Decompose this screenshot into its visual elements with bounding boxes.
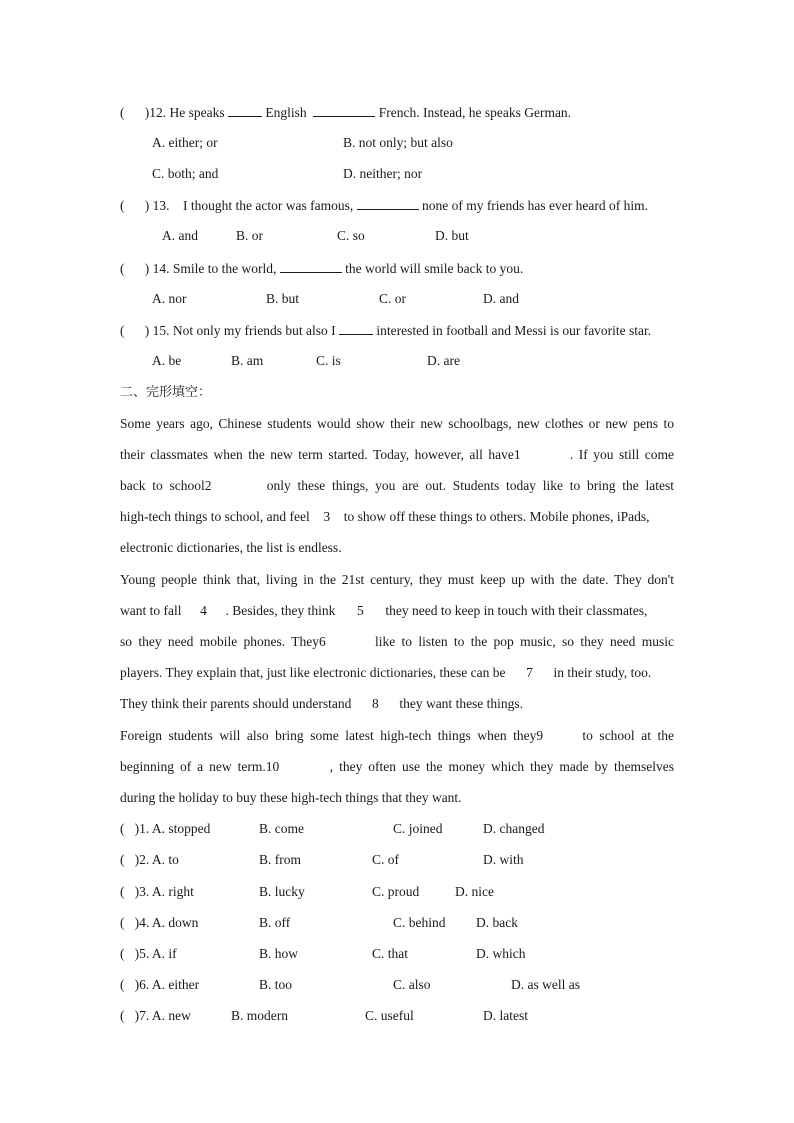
passage-text: , they often use the money which they made by themselves [329, 759, 674, 774]
question-13-stem: ( ) 13. I thought the actor was famous, [120, 198, 354, 213]
option-b: B. lucky [259, 884, 305, 899]
blank-number: 10 [265, 759, 280, 774]
option-b: B. but [266, 291, 300, 306]
section-heading: 二、完形填空： [120, 385, 212, 400]
passage-text: to show off these things to others. Mobile phones, iPads, [343, 509, 650, 524]
option-a: A. and [162, 228, 198, 243]
passage-text: so they need mobile phones. They [120, 634, 319, 649]
option-c: C. joined [393, 821, 443, 836]
option-d: D. changed [483, 821, 545, 836]
passage-text: back to school [120, 478, 205, 493]
answer-blank [228, 102, 262, 117]
option-b: B. off [259, 915, 291, 930]
option-d: D. back [476, 915, 518, 930]
passage-text: they want these things. [399, 696, 524, 711]
blank-number: 7 [526, 665, 533, 680]
question-15-stem: ( ) 15. Not only my friends but also I [120, 323, 336, 338]
option-c: C. also [393, 977, 431, 992]
option-a: A. be [152, 353, 182, 368]
cloze-item-label: ( )1. A. stopped [120, 821, 211, 836]
cloze-item-label: ( )3. A. right [120, 884, 194, 899]
question-12 [120, 102, 571, 123]
answer-blank [357, 195, 419, 210]
option-c: C. is [316, 353, 341, 368]
option-b: B. too [259, 977, 293, 992]
option-c: C. behind [393, 915, 446, 930]
option-c: C. that [372, 946, 408, 961]
blank-number: 6 [318, 634, 326, 649]
answer-blank [313, 102, 375, 117]
blank-number: 1 [513, 447, 521, 462]
passage-line [120, 476, 674, 496]
option-a: A. either; or [152, 135, 218, 150]
passage-line [120, 694, 674, 714]
passage-text: like to listen to the pop music, so they need music [374, 634, 674, 649]
passage-line [120, 507, 674, 527]
passage-line [120, 757, 674, 777]
question-12-text: French. Instead, he speaks German. [378, 105, 572, 120]
option-b: B. come [259, 821, 304, 836]
blank-number: 9 [536, 728, 544, 743]
passage-text: to school at the [582, 728, 675, 743]
option-d: D. with [483, 852, 524, 867]
cloze-item-label: ( )7. A. new [120, 1008, 191, 1023]
option-b: B. modern [231, 1008, 288, 1023]
passage-text: . If you still come [569, 447, 674, 462]
option-a: A. nor [152, 291, 187, 306]
option-b: B. or [236, 228, 263, 243]
blank-number: 4 [200, 603, 207, 618]
passage-line: during the holiday to buy these high-tech things that they want. [120, 790, 462, 805]
option-b: B. am [231, 353, 264, 368]
question-13-text: none of my friends has ever heard of him. [421, 198, 649, 213]
option-c: C. of [372, 852, 399, 867]
passage-text: only these things, you are out. Students today like to bring the latest [266, 478, 674, 493]
question-12-text: English [265, 105, 307, 120]
passage-line [120, 632, 674, 652]
option-d: D. nice [455, 884, 494, 899]
blank-number: 5 [356, 603, 364, 618]
passage-line [120, 663, 674, 683]
cloze-item-label: ( )5. A. if [120, 946, 177, 961]
option-b: B. from [259, 852, 301, 867]
blank-number: 2 [204, 478, 212, 493]
option-c: C. proud [372, 884, 420, 899]
passage-text: want to fall [120, 603, 182, 618]
passage-text: their classmates when the new term started. Today, however, all have [120, 447, 514, 462]
option-c: C. both; and [152, 166, 219, 181]
question-14-text: the world will smile back to you. [345, 261, 524, 276]
option-d: D. which [476, 946, 526, 961]
option-d: D. as well as [511, 977, 580, 992]
cloze-item-label: ( )6. A. either [120, 977, 200, 992]
passage-line: electronic dictionaries, the list is endless. [120, 540, 342, 555]
cloze-item-label: ( )4. A. down [120, 915, 199, 930]
option-c: C. so [337, 228, 365, 243]
passage-text: in their study, too. [553, 665, 652, 680]
passage-line [120, 726, 674, 746]
option-c: C. or [379, 291, 406, 306]
passage-text: They think their parents should understand [120, 696, 352, 711]
option-c: C. useful [365, 1008, 414, 1023]
question-14 [120, 258, 523, 279]
option-d: D. but [435, 228, 469, 243]
option-d: D. latest [483, 1008, 528, 1023]
passage-text: they need to keep in touch with their classmates, [385, 603, 648, 618]
blank-number: 8 [371, 696, 379, 711]
question-14-stem: ( ) 14. Smile to the world, [120, 261, 277, 276]
question-13 [120, 195, 648, 216]
cloze-item-label: ( )2. A. to [120, 852, 179, 867]
passage-text: beginning of a new term. [120, 759, 266, 774]
option-d: D. are [427, 353, 460, 368]
option-d: D. and [483, 291, 519, 306]
passage-text: players. They explain that, just like electronic dictionaries, these can be [120, 665, 506, 680]
passage-line [120, 445, 674, 465]
option-b: B. how [259, 946, 299, 961]
question-15 [120, 320, 651, 341]
answer-blank [280, 258, 342, 273]
blank-number: 3 [323, 509, 331, 524]
passage-text: Foreign students will also bring some latest high-tech things when they [120, 728, 537, 743]
question-15-text: interested in football and Messi is our favorite star. [376, 323, 652, 338]
passage-text: high-tech things to school, and feel [120, 509, 310, 524]
answer-blank [339, 320, 373, 335]
option-b: B. not only; but also [343, 135, 453, 150]
passage-line [120, 601, 674, 621]
passage-line: Young people think that, living in the 21st century, they must keep up with the date. They don't [120, 572, 674, 587]
passage-line: Some years ago, Chinese students would show their new schoolbags, new clothes or new pens to [120, 416, 674, 431]
option-d: D. neither; nor [343, 166, 423, 181]
passage-text: . Besides, they think [225, 603, 336, 618]
question-12-stem: ( )12. He speaks [120, 105, 225, 120]
